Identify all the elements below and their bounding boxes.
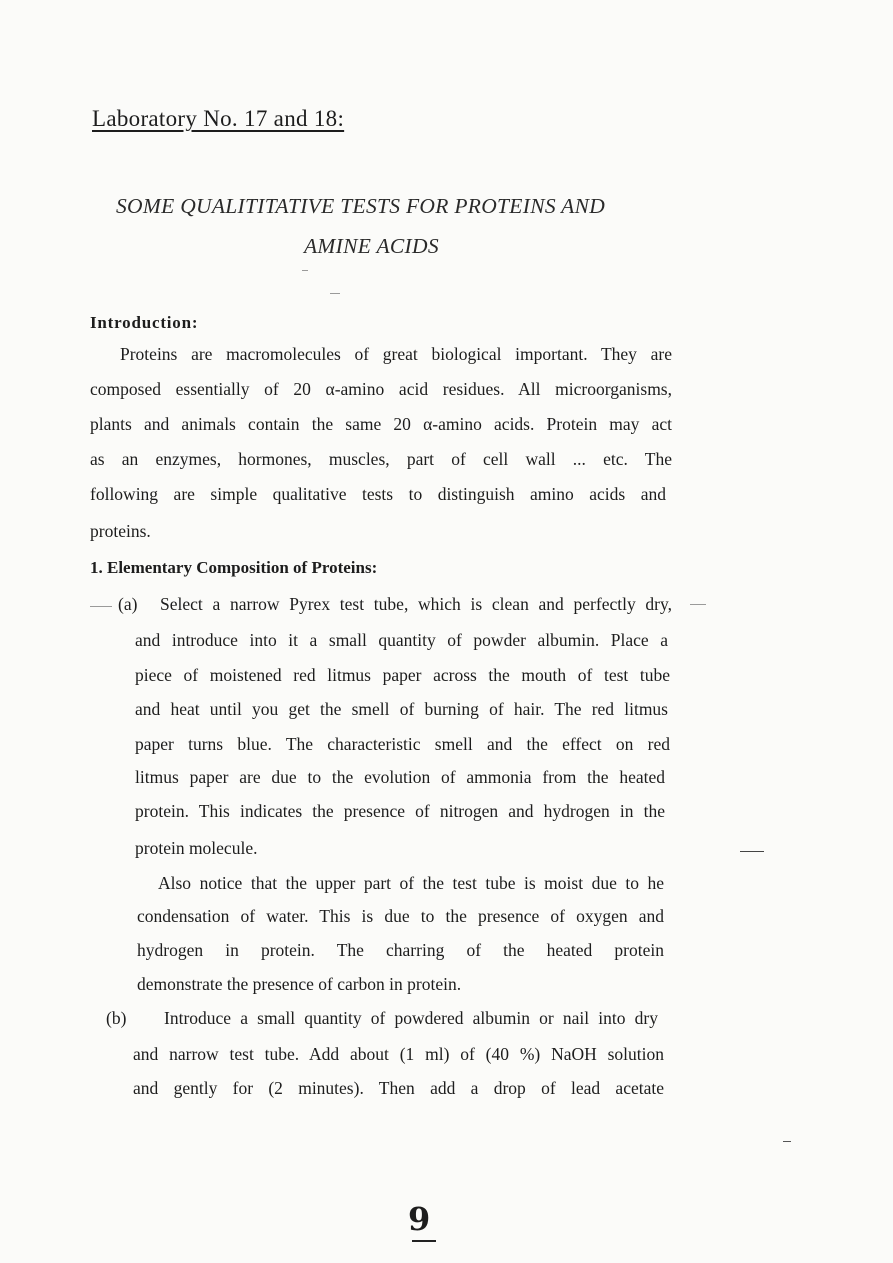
title-line-1: SOME QUALITITATIVE TESTS FOR PROTEINS AND [116, 194, 606, 218]
item-a-line-6: litmus paper are due to the evolution of ammonia from the heated [135, 767, 665, 787]
item-b-line-1: Introduce a small quantity of powdered albumin or nail into dry [164, 1008, 658, 1028]
item-a-para2-line-4: demonstrate the presence of carbon in protein. [137, 974, 462, 994]
item-b-label: (b) [106, 1008, 127, 1028]
item-a-line-1: Select a narrow Pyrex test tube, which is clean and perfectly dry, [160, 594, 672, 614]
scan-mark [90, 606, 112, 607]
item-a-line-8: protein molecule. [135, 838, 258, 858]
item-a-line-3: piece of moistened red litmus paper across the mouth of test tube [135, 665, 670, 685]
item-a-line-7: protein. This indicates the presence of nitrogen and hydrogen in the [135, 801, 665, 821]
item-a-para2-line-2: condensation of water. This is due to the presence of oxygen and [137, 906, 664, 926]
item-a-para2-line-1: Also notice that the upper part of the test tube is moist due to he [158, 873, 664, 893]
introduction-heading: Introduction: [90, 313, 199, 332]
intro-line-5: following are simple qualitative tests to distinguish amino acids and [90, 484, 666, 504]
item-b-line-3: and gently for (2 minutes). Then add a drop of lead acetate [133, 1078, 664, 1098]
intro-line-1: Proteins are macromolecules of great biological important. They are [120, 344, 672, 364]
scan-mark [783, 1141, 791, 1142]
lab-heading: Laboratory No. 17 and 18: [92, 106, 345, 131]
item-b-line-2: and narrow test tube. Add about (1 ml) of (40 %) NaOH solution [133, 1044, 664, 1064]
item-a-line-2: and introduce into it a small quantity of powder albumin. Place a [135, 630, 668, 650]
scan-mark [740, 851, 764, 852]
page-number: 9 [408, 1200, 431, 1238]
intro-line-6: proteins. [90, 521, 151, 541]
item-a-label: (a) [118, 594, 138, 614]
page-number-underline [412, 1240, 436, 1242]
scan-mark [330, 293, 340, 294]
item-a-para2-line-3: hydrogen in protein. The charring of the heated protein [137, 940, 664, 960]
intro-line-3: plants and animals contain the same 20 α-amino acids. Protein may act [90, 414, 672, 434]
intro-line-2: composed essentially of 20 α-amino acid residues. All microorganisms, [90, 379, 672, 399]
scan-mark [690, 604, 706, 605]
scan-mark [302, 270, 308, 271]
intro-line-4: as an enzymes, hormones, muscles, part of cell wall ... etc. The [90, 449, 672, 469]
item-a-line-5: paper turns blue. The characteristic smell and the effect on red [135, 734, 670, 754]
title-line-2: AMINE ACIDS [304, 234, 439, 258]
section-1-heading: 1. Elementary Composition of Proteins: [90, 558, 378, 577]
item-a-line-4: and heat until you get the smell of burning of hair. The red litmus [135, 699, 668, 719]
